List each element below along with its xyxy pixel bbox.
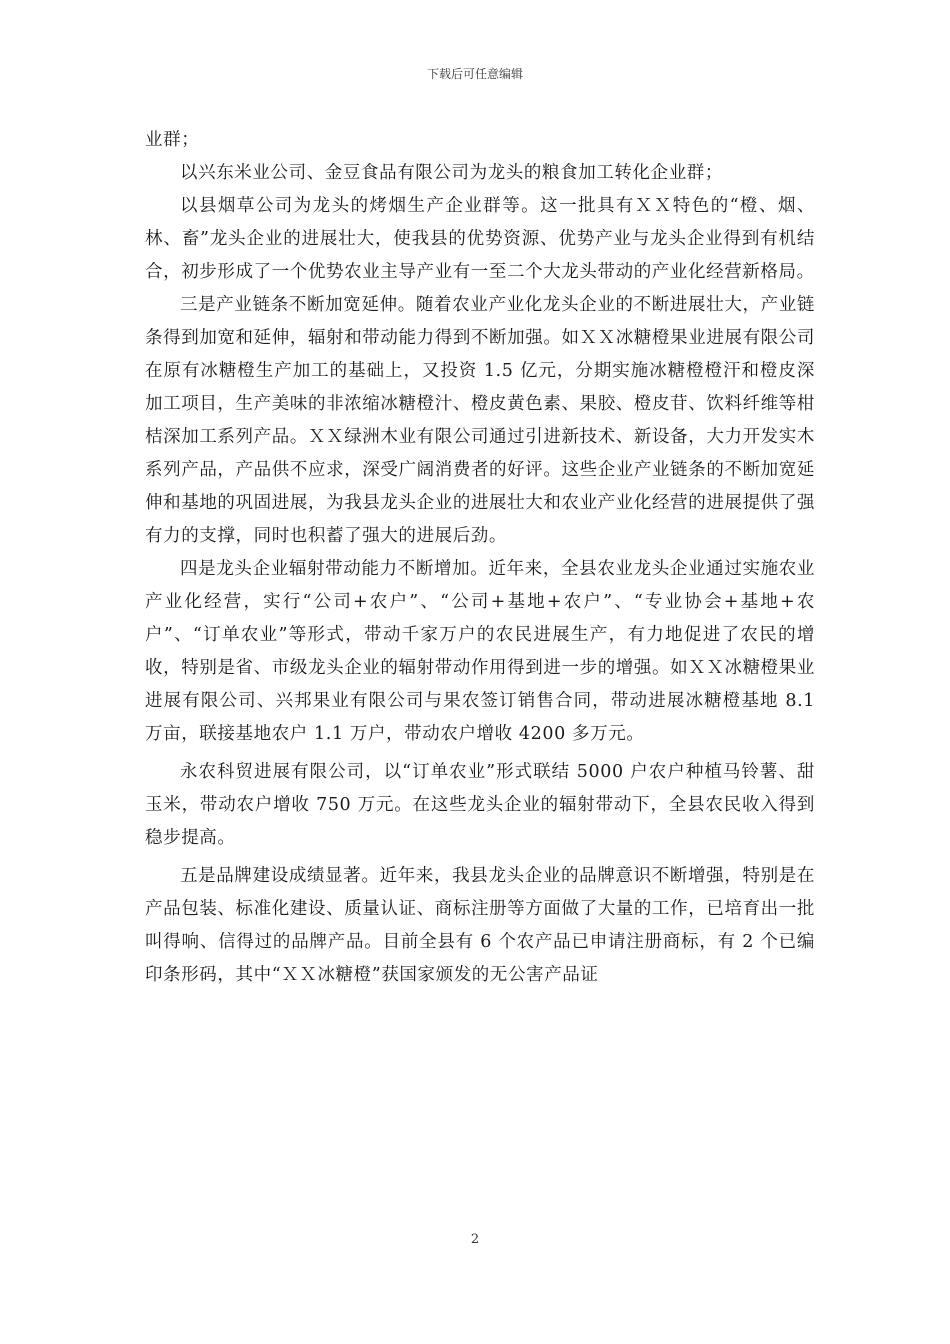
- page-number: 2: [470, 1232, 480, 1247]
- page-header: 下载后可任意编辑: [426, 67, 523, 81]
- paragraph-tobacco-enterprises: 以县烟草公司为龙头的烤烟生产企业群等。这一批具有ＸＸ特色的“橙、烟、林、畜”龙头企业的进展壮大，使我县的优势资源、优势产业与龙头企业得到有机结合，初步形成了一个优势农业主导产业有一至二个大龙头带动的产业化经营新格局。: [145, 196, 815, 282]
- paragraph-radiation-capacity: 四是龙头企业辐射带动能力不断增加。近年来，全县农业龙头企业通过实施农业产业化经营，实行“公司+农户”、“公司+基地+农户”、“专业协会+基地+农户”、“订单农业”等形式，带动千家万户的农民进展生产，有力地促进了农民的增收，特别是省、市级龙头企业的辐射带动作用得到进一步的增强。如ＸＸ冰糖橙果业进展有限公司、兴邦果业有限公司与果农签订销售合同，带动进展冰糖橙基地 8.1 万亩，联接基地农户 1.1 万户，带动农户增收 4200 多万元。: [145, 559, 815, 744]
- paragraph-industry-chain: 三是产业链条不断加宽延伸。随着农业产业化龙头企业的不断进展壮大，产业链条得到加宽和延伸，辐射和带动能力得到不断加强。如ＸＸ冰糖橙果业进展有限公司在原有冰糖橙生产加工的基础上，又投资 1.5 亿元，分期实施冰糖橙橙汗和橙皮深加工项目，生产美味的非浓缩冰糖橙汁、橙皮黄色素、果胶、橙皮苷、饮料纤维等柑桔深加工系列产品。ＸＸ绿洲木业有限公司通过引进新技术、新设备，大力开发实木系列产品，产品供不应求，深受广阔消费者的好评。这些企业产业链条的不断加宽延伸和基地的巩固进展，为我县龙头企业的进展壮大和农业产业化经营的进展提供了强有力的支撑，同时也积蓄了强大的进展后劲。: [145, 295, 815, 546]
- document-body: [145, 124, 815, 992]
- paragraph-brand-building: 五是品牌建设成绩显著。近年来，我县龙头企业的品牌意识不断增强，特别是在产品包装、标准化建设、质量认证、商标注册等方面做了大量的工作，已培育出一批叫得响、信得过的品牌产品。目前全县有 6 个农产品已申请注册商标，有 2 个已编印条形码，其中“ＸＸ冰糖橙”获国家颁发的无公害产品证: [145, 866, 815, 985]
- paragraph-order-farming: 永农科贸进展有限公司，以“订单农业”形式联结 5000 户农户种植马铃薯、甜玉米，带动农户增收 750 万元。在这些龙头企业的辐射带动下，全县农民收入得到稳步提高。: [145, 762, 815, 848]
- paragraph-continuation: 业群；: [145, 130, 200, 150]
- paragraph-grain-enterprises: 以兴东米业公司、金豆食品有限公司为龙头的粮食加工转化企业群；: [180, 163, 723, 183]
